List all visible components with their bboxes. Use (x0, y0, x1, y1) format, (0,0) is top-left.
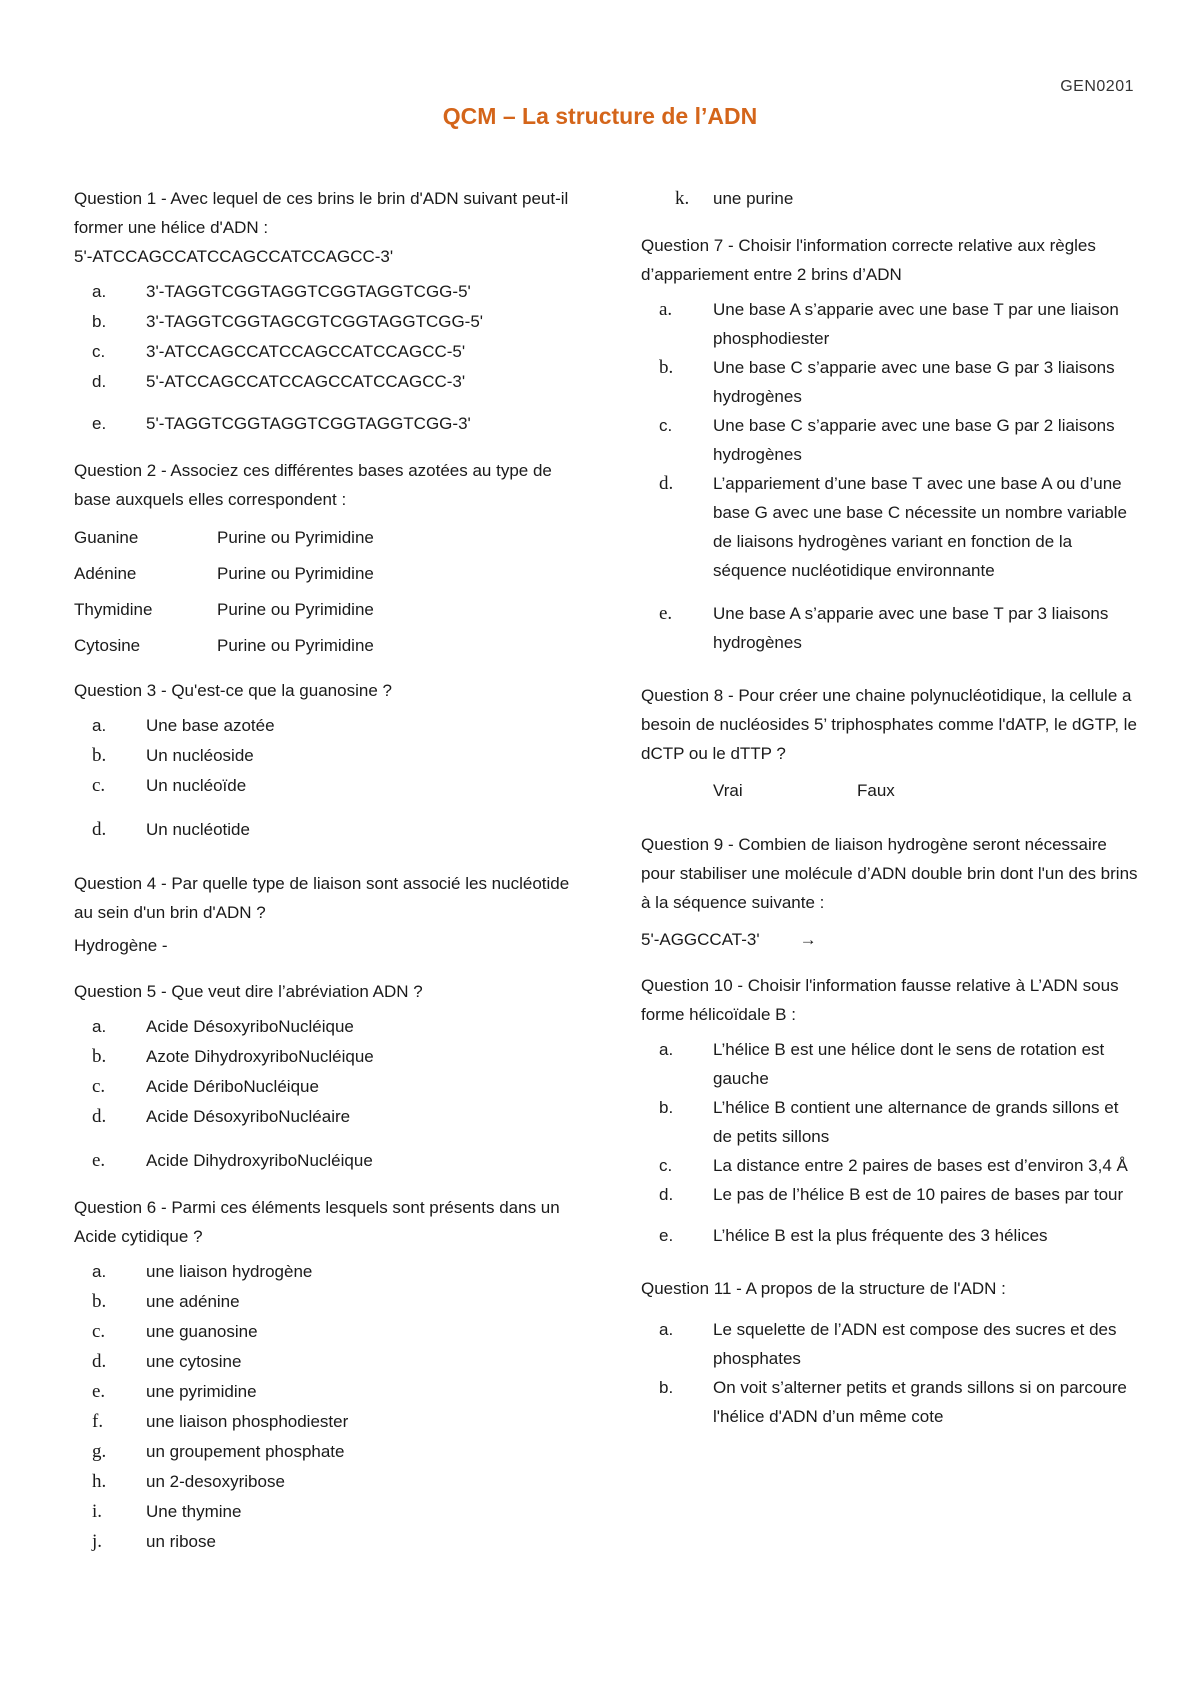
option-text: Un nucléotide (146, 820, 250, 839)
option[interactable] (74, 711, 574, 741)
option[interactable] (74, 1317, 574, 1347)
option-marker: b. (659, 357, 674, 378)
option-list (641, 1035, 1141, 1250)
option-list (74, 711, 574, 845)
option-text: Acide DihydroxyriboNucléique (146, 1151, 373, 1170)
left-column (74, 184, 574, 1557)
option[interactable] (74, 1347, 574, 1377)
question-text: Question 2 - Associez ces différentes bases azotées au type de base auxquels elles correspondent : (74, 461, 552, 509)
option[interactable] (74, 1102, 574, 1132)
option-text: 3'-TAGGTCGGTAGCGTCGGTAGGTCGG-5' (146, 312, 484, 331)
option[interactable] (74, 1012, 574, 1042)
option-text: une pyrimidine (146, 1382, 257, 1401)
option-text: L’hélice B contient une alternance de grands sillons et de petits sillons (713, 1098, 1119, 1146)
option-text: Acide DésoxyriboNucléique (146, 1017, 354, 1036)
option[interactable] (74, 771, 574, 801)
option-text: Une base C s’apparie avec une base G par 2 liaisons hydrogènes (713, 416, 1115, 464)
option-marker: g. (92, 1441, 107, 1462)
option[interactable] (641, 411, 1141, 469)
option-marker: b. (659, 1378, 674, 1397)
base-choice[interactable]: Purine ou Pyrimidine (217, 564, 374, 583)
option-text: L’hélice B est une hélice dont le sens de rotation est gauche (713, 1040, 1105, 1088)
option[interactable] (641, 353, 1141, 411)
option[interactable] (641, 295, 1141, 353)
option-marker: b. (92, 1046, 107, 1067)
option-text: un 2-desoxyribose (146, 1472, 285, 1491)
option-text: Azote DihydroxyriboNucléique (146, 1047, 374, 1066)
sequence-line (641, 925, 1141, 954)
option-marker: c. (92, 342, 106, 361)
option[interactable] (74, 337, 574, 367)
option-marker: c. (659, 1156, 673, 1175)
option-text: Une thymine (146, 1502, 242, 1521)
option[interactable] (74, 815, 574, 845)
option-marker: c. (92, 1321, 106, 1342)
question-sequence: 5'-AGGCCAT-3' (641, 930, 760, 949)
option-text: une cytosine (146, 1352, 242, 1371)
option-text: 5'-ATCCAGCCATCCAGCCATCCAGCC-3' (146, 372, 466, 391)
option-text: Une base A s’apparie avec une base T par 3 liaisons hydrogènes (713, 604, 1109, 652)
option-text: Un nucléoside (146, 746, 254, 765)
option[interactable] (74, 307, 574, 337)
course-code: GEN0201 (1060, 78, 1134, 95)
option-marker: a. (92, 282, 107, 301)
option[interactable] (641, 469, 1141, 585)
option[interactable] (74, 1377, 574, 1407)
option[interactable] (74, 409, 574, 439)
question-8 (641, 681, 1141, 806)
base-choice[interactable]: Purine ou Pyrimidine (217, 636, 374, 655)
true-false-choices (713, 776, 1141, 806)
option-text: Un nucléoïde (146, 776, 247, 795)
option[interactable] (641, 1315, 1141, 1373)
option-marker: c. (659, 416, 673, 435)
question-text: Question 8 - Pour créer une chaine polynucléotidique, la cellule a besoin de nucléosides 5’ triphosphates comme l'dATP, le dGTP, le dCTP ou le dTTP ? (641, 686, 1137, 763)
question-10 (641, 971, 1141, 1250)
option-marker: e. (92, 1150, 106, 1171)
option-marker: d. (92, 1351, 107, 1372)
option-marker: c. (92, 775, 106, 796)
option-text: Le squelette de l’ADN est compose des sucres et des phosphates (713, 1320, 1117, 1368)
option-text: L’appariement d’une base T avec une base A ou d’une base G avec une base C nécessite un nombre variable de liaisons hydrogènes variant en fonction de la séquence nucléotidique environnante (713, 474, 1127, 580)
option-marker: a. (92, 1017, 107, 1036)
option-marker: a. (92, 716, 107, 735)
option[interactable] (641, 1373, 1141, 1431)
option-text: une liaison phosphodiester (146, 1412, 349, 1431)
option-marker: a. (659, 1320, 674, 1339)
option-text: Une base A s’apparie avec une base T par une liaison phosphodiester (713, 300, 1119, 348)
option-text: Une base C s’apparie avec une base G par 3 liaisons hydrogènes (713, 358, 1115, 406)
option-marker: d. (659, 1185, 674, 1204)
option-text: une liaison hydrogène (146, 1262, 313, 1281)
false-option[interactable]: Faux (857, 781, 895, 800)
option-marker: e. (659, 1226, 674, 1245)
option[interactable] (74, 1146, 574, 1176)
option-text: une purine (713, 189, 794, 208)
base-choice[interactable]: Purine ou Pyrimidine (217, 528, 374, 547)
option[interactable] (74, 1042, 574, 1072)
question-1 (74, 184, 574, 439)
option-marker: b. (92, 745, 107, 766)
question-11 (641, 1274, 1141, 1431)
option-list (641, 1315, 1141, 1431)
option-marker: b. (659, 1098, 674, 1117)
question-9 (641, 830, 1141, 954)
question-text: Question 10 - Choisir l'information fausse relative à L’ADN sous forme hélicoïdale B : (641, 976, 1119, 1024)
option-marker: e. (659, 603, 673, 624)
option-text: un groupement phosphate (146, 1442, 345, 1461)
option-text: On voit s’alterner petits et grands sillons si on parcoure l'hélice d'ADN d’un même cote (713, 1378, 1127, 1426)
option[interactable] (74, 1527, 574, 1557)
option-text: un ribose (146, 1532, 216, 1551)
option[interactable] (74, 741, 574, 771)
answer-text[interactable]: Hydrogène - (74, 936, 168, 955)
option-marker: a. (659, 299, 673, 320)
question-4 (74, 869, 574, 960)
option-text: Acide DésoxyriboNucléaire (146, 1107, 351, 1126)
option-text: Le pas de l’hélice B est de 10 paires de bases par tour (713, 1185, 1124, 1204)
question-text: Question 1 - Avec lequel de ces brins le brin d'ADN suivant peut-il former une hélice d'ADN : (74, 189, 569, 237)
option-list-continued (641, 184, 1141, 214)
option-list (74, 1257, 574, 1557)
option[interactable] (641, 1221, 1141, 1250)
option-text: une guanosine (146, 1322, 258, 1341)
option-text: Acide DériboNucléique (146, 1077, 319, 1096)
right-column (641, 184, 1141, 1431)
base-name: Cytosine (74, 636, 141, 655)
option[interactable] (641, 1151, 1141, 1180)
option-text: La distance entre 2 paires de bases est d’environ 3,4 Å (713, 1156, 1128, 1175)
option-marker: h. (92, 1471, 107, 1492)
option-text: une adénine (146, 1292, 240, 1311)
option-marker: j. (92, 1531, 103, 1552)
option[interactable] (74, 277, 574, 307)
option[interactable] (641, 1035, 1141, 1093)
option-text: Une base azotée (146, 716, 275, 735)
question-text: Question 4 - Par quelle type de liaison sont associé les nucléotide au sein d'un brin d'ADN ? (74, 874, 570, 922)
option-text: 3'-ATCCAGCCATCCAGCCATCCAGCC-5' (146, 342, 466, 361)
option[interactable] (74, 1497, 574, 1527)
option-list (74, 1012, 574, 1176)
base-name: Thymidine (74, 600, 153, 619)
question-5 (74, 977, 574, 1176)
option[interactable] (74, 367, 574, 397)
option[interactable] (74, 1072, 574, 1102)
arrow-right-icon: → (799, 930, 817, 949)
option-marker: i. (92, 1501, 103, 1522)
question-2 (74, 456, 574, 664)
option-marker: e. (92, 414, 107, 433)
option-text: 5'-TAGGTCGGTAGGTCGGTAGGTCGG-3' (146, 414, 471, 433)
question-text: Question 11 - A propos de la structure de l'ADN : (641, 1279, 1006, 1298)
option-list (641, 295, 1141, 657)
option-marker: d. (92, 372, 107, 391)
question-7 (641, 231, 1141, 657)
option-marker: d. (92, 819, 107, 840)
option-list (74, 277, 574, 439)
question-3 (74, 676, 574, 845)
base-choice[interactable]: Purine ou Pyrimidine (217, 600, 374, 619)
option-marker: k. (675, 188, 690, 209)
matching-table (74, 520, 574, 664)
base-name: Adénine (74, 564, 137, 583)
option[interactable] (74, 1257, 574, 1287)
option-marker: a. (659, 1040, 674, 1059)
option[interactable] (641, 1093, 1141, 1151)
question-text: Question 3 - Qu'est-ce que la guanosine ? (74, 681, 392, 700)
question-sequence: 5'-ATCCAGCCATCCAGCCATCCAGCC-3' (74, 247, 394, 266)
page-title: QCM – La structure de l’ADN (442, 103, 758, 129)
option-marker: d. (92, 1106, 107, 1127)
option[interactable] (74, 1287, 574, 1317)
question-text: Question 7 - Choisir l'information correcte relative aux règles d’appariement entre 2 brins d’ADN (641, 236, 1096, 284)
question-text: Question 9 - Combien de liaison hydrogène seront nécessaire pour stabiliser une molécule d’ADN double brin dont l'un des brins à la séquence suivante : (641, 835, 1138, 912)
option[interactable] (74, 1407, 574, 1437)
option[interactable] (641, 1180, 1141, 1209)
true-option[interactable]: Vrai (713, 781, 743, 800)
option-text: L’hélice B est la plus fréquente des 3 hélices (713, 1226, 1048, 1245)
option[interactable] (641, 599, 1141, 657)
option-marker: c. (92, 1076, 106, 1097)
option[interactable] (641, 184, 1141, 214)
option[interactable] (74, 1467, 574, 1497)
base-name: Guanine (74, 528, 139, 547)
option[interactable] (74, 1437, 574, 1467)
option-marker: b. (92, 1291, 107, 1312)
option-marker: b. (92, 312, 107, 331)
option-marker: d. (659, 473, 674, 494)
question-6 (74, 1193, 574, 1557)
option-marker: f. (92, 1411, 104, 1432)
question-text: Question 5 - Que veut dire l’abréviation ADN ? (74, 982, 423, 1001)
option-marker: e. (92, 1381, 106, 1402)
question-text: Question 6 - Parmi ces éléments lesquels sont présents dans un Acide cytidique ? (74, 1198, 560, 1246)
option-marker: a. (92, 1262, 107, 1281)
option-text: 3'-TAGGTCGGTAGGTCGGTAGGTCGG-5' (146, 282, 471, 301)
